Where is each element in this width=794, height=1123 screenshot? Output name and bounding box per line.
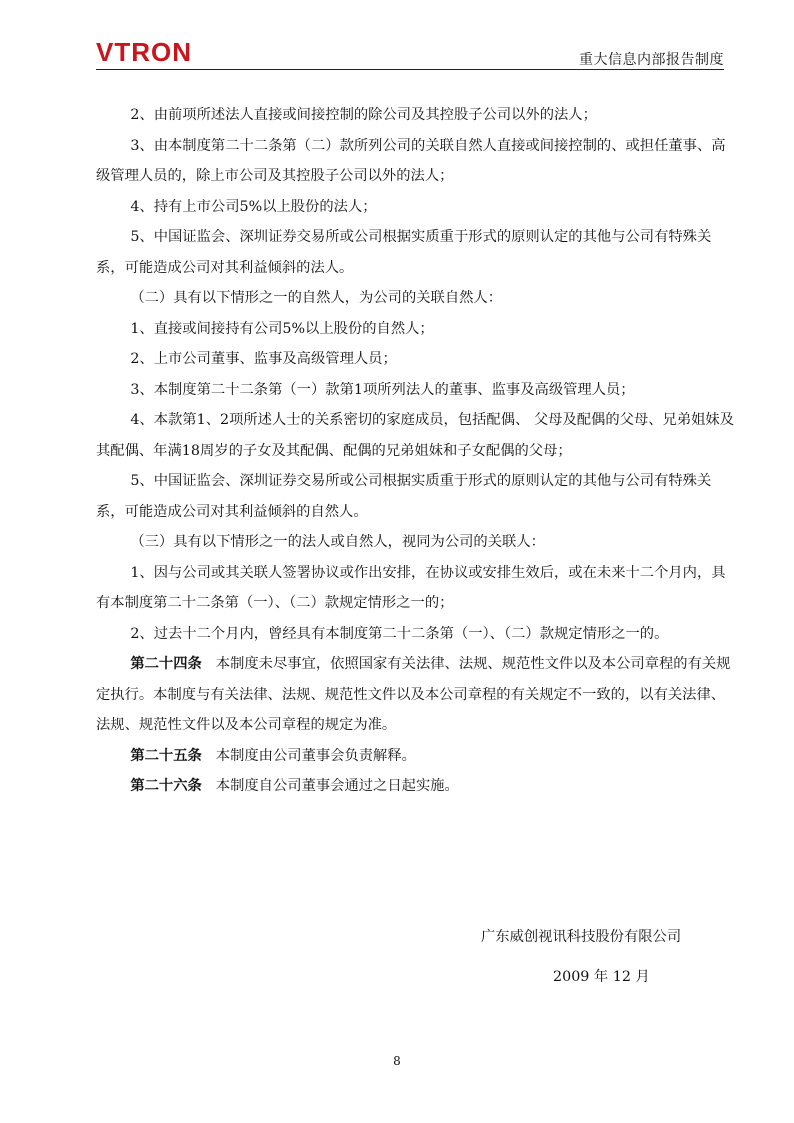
svg-text:VTRON: VTRON: [96, 39, 192, 65]
document-body: [96, 100, 736, 802]
paragraph: 3、本制度第二十二条第（一）款第1项所列法人的董事、监事及高级管理人员；: [130, 381, 635, 398]
paragraph: 4、本款第1、2项所述人士的关系密切的家庭成员，包括配偶、 父母及配偶的父母、兄弟姐妹及其配偶、年满18周岁的子女及其配偶、配偶的兄弟姐妹和子女配偶的父母；: [96, 412, 735, 459]
paragraph: 5、中国证监会、深圳证券交易所或公司根据实质重于形式的原则认定的其他与公司有特殊关系，可能造成公司对其利益倾斜的法人。: [96, 229, 712, 276]
paragraph: 3、由本制度第二十二条第（二）款所列公司的关联自然人直接或间接控制的、或担任董事、高级管理人员的，除上市公司及其控股子公司以外的法人；: [96, 137, 726, 184]
paragraph: 4、持有上市公司5%以上股份的法人；: [130, 198, 377, 215]
company-signature: 广东威创视讯科技股份有限公司: [481, 929, 682, 945]
article-text: 本制度未尽事宜，依照国家有关法律、法规、规范性文件以及本公司章程的有关规定执行。本制度与有关法律、法规、规范性文件以及本公司章程的有关规定不一致的，以有关法律、法规、规范性文件以及本公司章程的规定为准。: [96, 656, 731, 733]
vtron-logo: [96, 39, 231, 65]
article: [96, 741, 736, 772]
article-label: 第二十四条: [130, 656, 202, 672]
section-heading: （二）具有以下情形之一的自然人，为公司的关联自然人：: [130, 290, 503, 306]
article: [96, 771, 736, 802]
article-label: 第二十五条: [130, 747, 202, 764]
page-header: [96, 36, 724, 72]
article-text: 本制度由公司董事会负责解释。: [215, 747, 416, 764]
paragraph: 1、直接或间接持有公司5%以上股份的自然人；: [130, 320, 434, 337]
paragraph: 1、因与公司或其关联人签署协议或作出安排，在协议或安排生效后，或在未来十二个月内，具有本制度第二十二条第（一）、（二）款规定情形之一的；: [96, 564, 726, 611]
article-label: 第二十六条: [130, 778, 202, 794]
document-title: 重大信息内部报告制度: [579, 52, 724, 68]
paragraph: 2、由前项所述法人直接或间接控制的除公司及其控股子公司以外的法人；: [130, 107, 597, 123]
article: [96, 649, 736, 741]
page-number: 8: [393, 1054, 401, 1068]
paragraph: 5、中国证监会、深圳证券交易所或公司根据实质重于形式的原则认定的其他与公司有特殊关系，可能造成公司对其利益倾斜的自然人。: [96, 473, 712, 520]
paragraph: 2、上市公司董事、监事及高级管理人员；: [130, 351, 397, 367]
article-text: 本制度自公司董事会通过之日起实施。: [215, 778, 459, 794]
paragraph: 2、过去十二个月内，曾经具有本制度第二十二条第（一）、（二）款规定情形之一的。: [130, 625, 669, 642]
section-heading: （三）具有以下情形之一的法人或自然人，视同为公司的关联人：: [130, 534, 545, 550]
header-divider: [96, 69, 724, 70]
signature-date: 2009 年 12 月: [553, 969, 650, 985]
